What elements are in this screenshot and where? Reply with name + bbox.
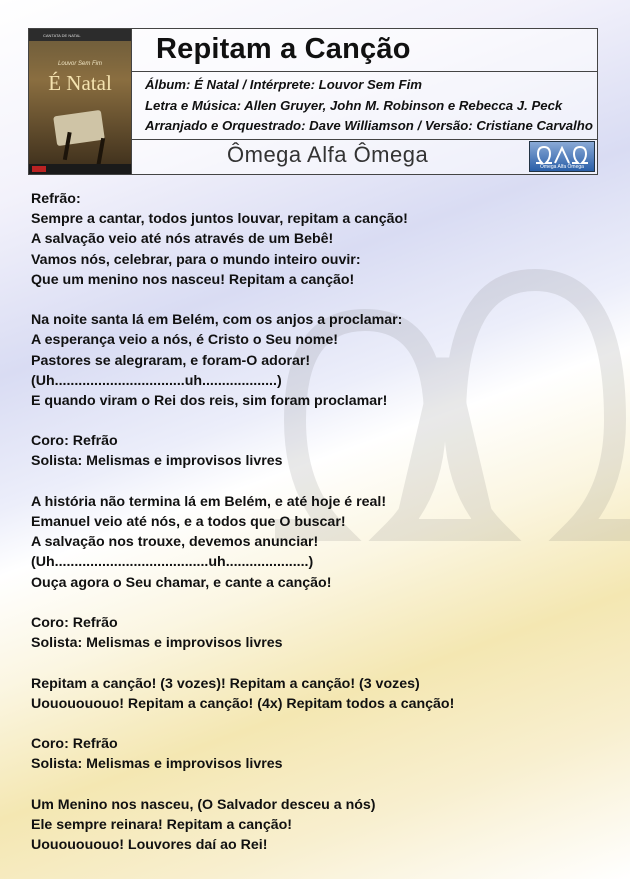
stanza-gap (31, 290, 611, 310)
cover-subtitle: Louvor Sem Fim (57, 61, 102, 67)
lyric-line: Repitam a canção! (3 vozes)! Repitam a canção! (3 vozes) (31, 675, 420, 692)
header-panel (28, 28, 598, 175)
lyric-line: A esperança veio a nós, é Cristo o Seu nome! (31, 332, 338, 349)
lyric-line: Coro: Refrão (31, 433, 118, 450)
lyric-line: A história não termina lá em Belém, e até hoje é real! (31, 493, 387, 510)
manger-legs-icon (63, 132, 105, 166)
lyric-line: Ele sempre reinara! Repitam a canção! (31, 816, 293, 833)
album-cover (29, 29, 132, 174)
lyric-line: A salvação nos trouxe, devemos anunciar! (31, 534, 319, 551)
lyric-line: Emanuel veio até nós, e a todos que O buscar! (31, 514, 346, 530)
lyric-line: Ouça agora o Seu chamar, e cante a canção! (31, 574, 332, 591)
lyric-line: Um Menino nos nasceu, (O Salvador desceu a nós) (31, 796, 376, 813)
stanza-gap (31, 714, 611, 734)
lyric-line: Solista: Melismas e improvisos livres (31, 635, 283, 652)
cover-top-text: CANTATA DE NATAL (43, 33, 81, 38)
lyric-line: Que um menino nos nasceu! Repitam a canção! (31, 271, 355, 288)
cover-title: É Natal (48, 71, 112, 95)
logo-caption: Ômega Alfa Ômega (540, 164, 584, 170)
lyric-line: Uououououo! Repitam a canção! (4x) Repitam todos a canção! (31, 695, 455, 712)
brand-row (131, 139, 597, 174)
lyric-line: Vamos nós, celebrar, para o mundo inteiro ouvir: (31, 251, 361, 268)
stanza-gap (31, 653, 611, 673)
lyrics-body (31, 189, 611, 855)
stanza-gap (31, 411, 611, 431)
lyric-line: Coro: Refrão (31, 614, 118, 631)
cover-label-icon (32, 166, 46, 172)
page-title: Repitam a Canção (156, 33, 411, 65)
lyric-line: Uououououo! Louvores daí ao Rei! (31, 837, 268, 853)
stanza-gap (31, 774, 611, 794)
brand-name: Ômega Alfa Ômega (227, 142, 429, 167)
letra-line: Letra e Música: Allen Gruyer, John M. Robinson e Rebecca J. Peck (145, 98, 563, 113)
lyric-line: E quando viram o Rei dos reis, sim foram proclamar! (31, 392, 388, 409)
lyric-line: Pastores se alegraram, e foram-O adorar! (31, 352, 311, 369)
credits-block (131, 71, 597, 140)
brand-logo-icon (529, 141, 595, 172)
lyric-line: Solista: Melismas e improvisos livres (31, 756, 283, 773)
lyric-line: Sempre a cantar, todos juntos louvar, repitam a canção! (31, 211, 408, 228)
title-row (131, 29, 597, 72)
stanza-gap (31, 472, 611, 492)
lyric-line: Na noite santa lá em Belém, com os anjos a proclamar: (31, 312, 403, 329)
stanza-gap (31, 593, 611, 613)
lyric-line: Coro: Refrão (31, 736, 118, 753)
lyric-line: Solista: Melismas e improvisos livres (31, 453, 283, 470)
lyric-line: (Uh.......................................uh.....................) (31, 554, 314, 571)
album-line: Álbum: É Natal / Intérprete: Louvor Sem Fim (145, 77, 422, 92)
lyric-line: (Uh.................................uh...................) (31, 372, 282, 389)
arranjo-line: Arranjado e Orquestrado: Dave Williamson / Versão: Cristiane Carvalho (145, 118, 593, 133)
lyric-line: Refrão: (31, 191, 81, 207)
lyric-line: A salvação veio até nós através de um Bebê! (31, 231, 334, 248)
